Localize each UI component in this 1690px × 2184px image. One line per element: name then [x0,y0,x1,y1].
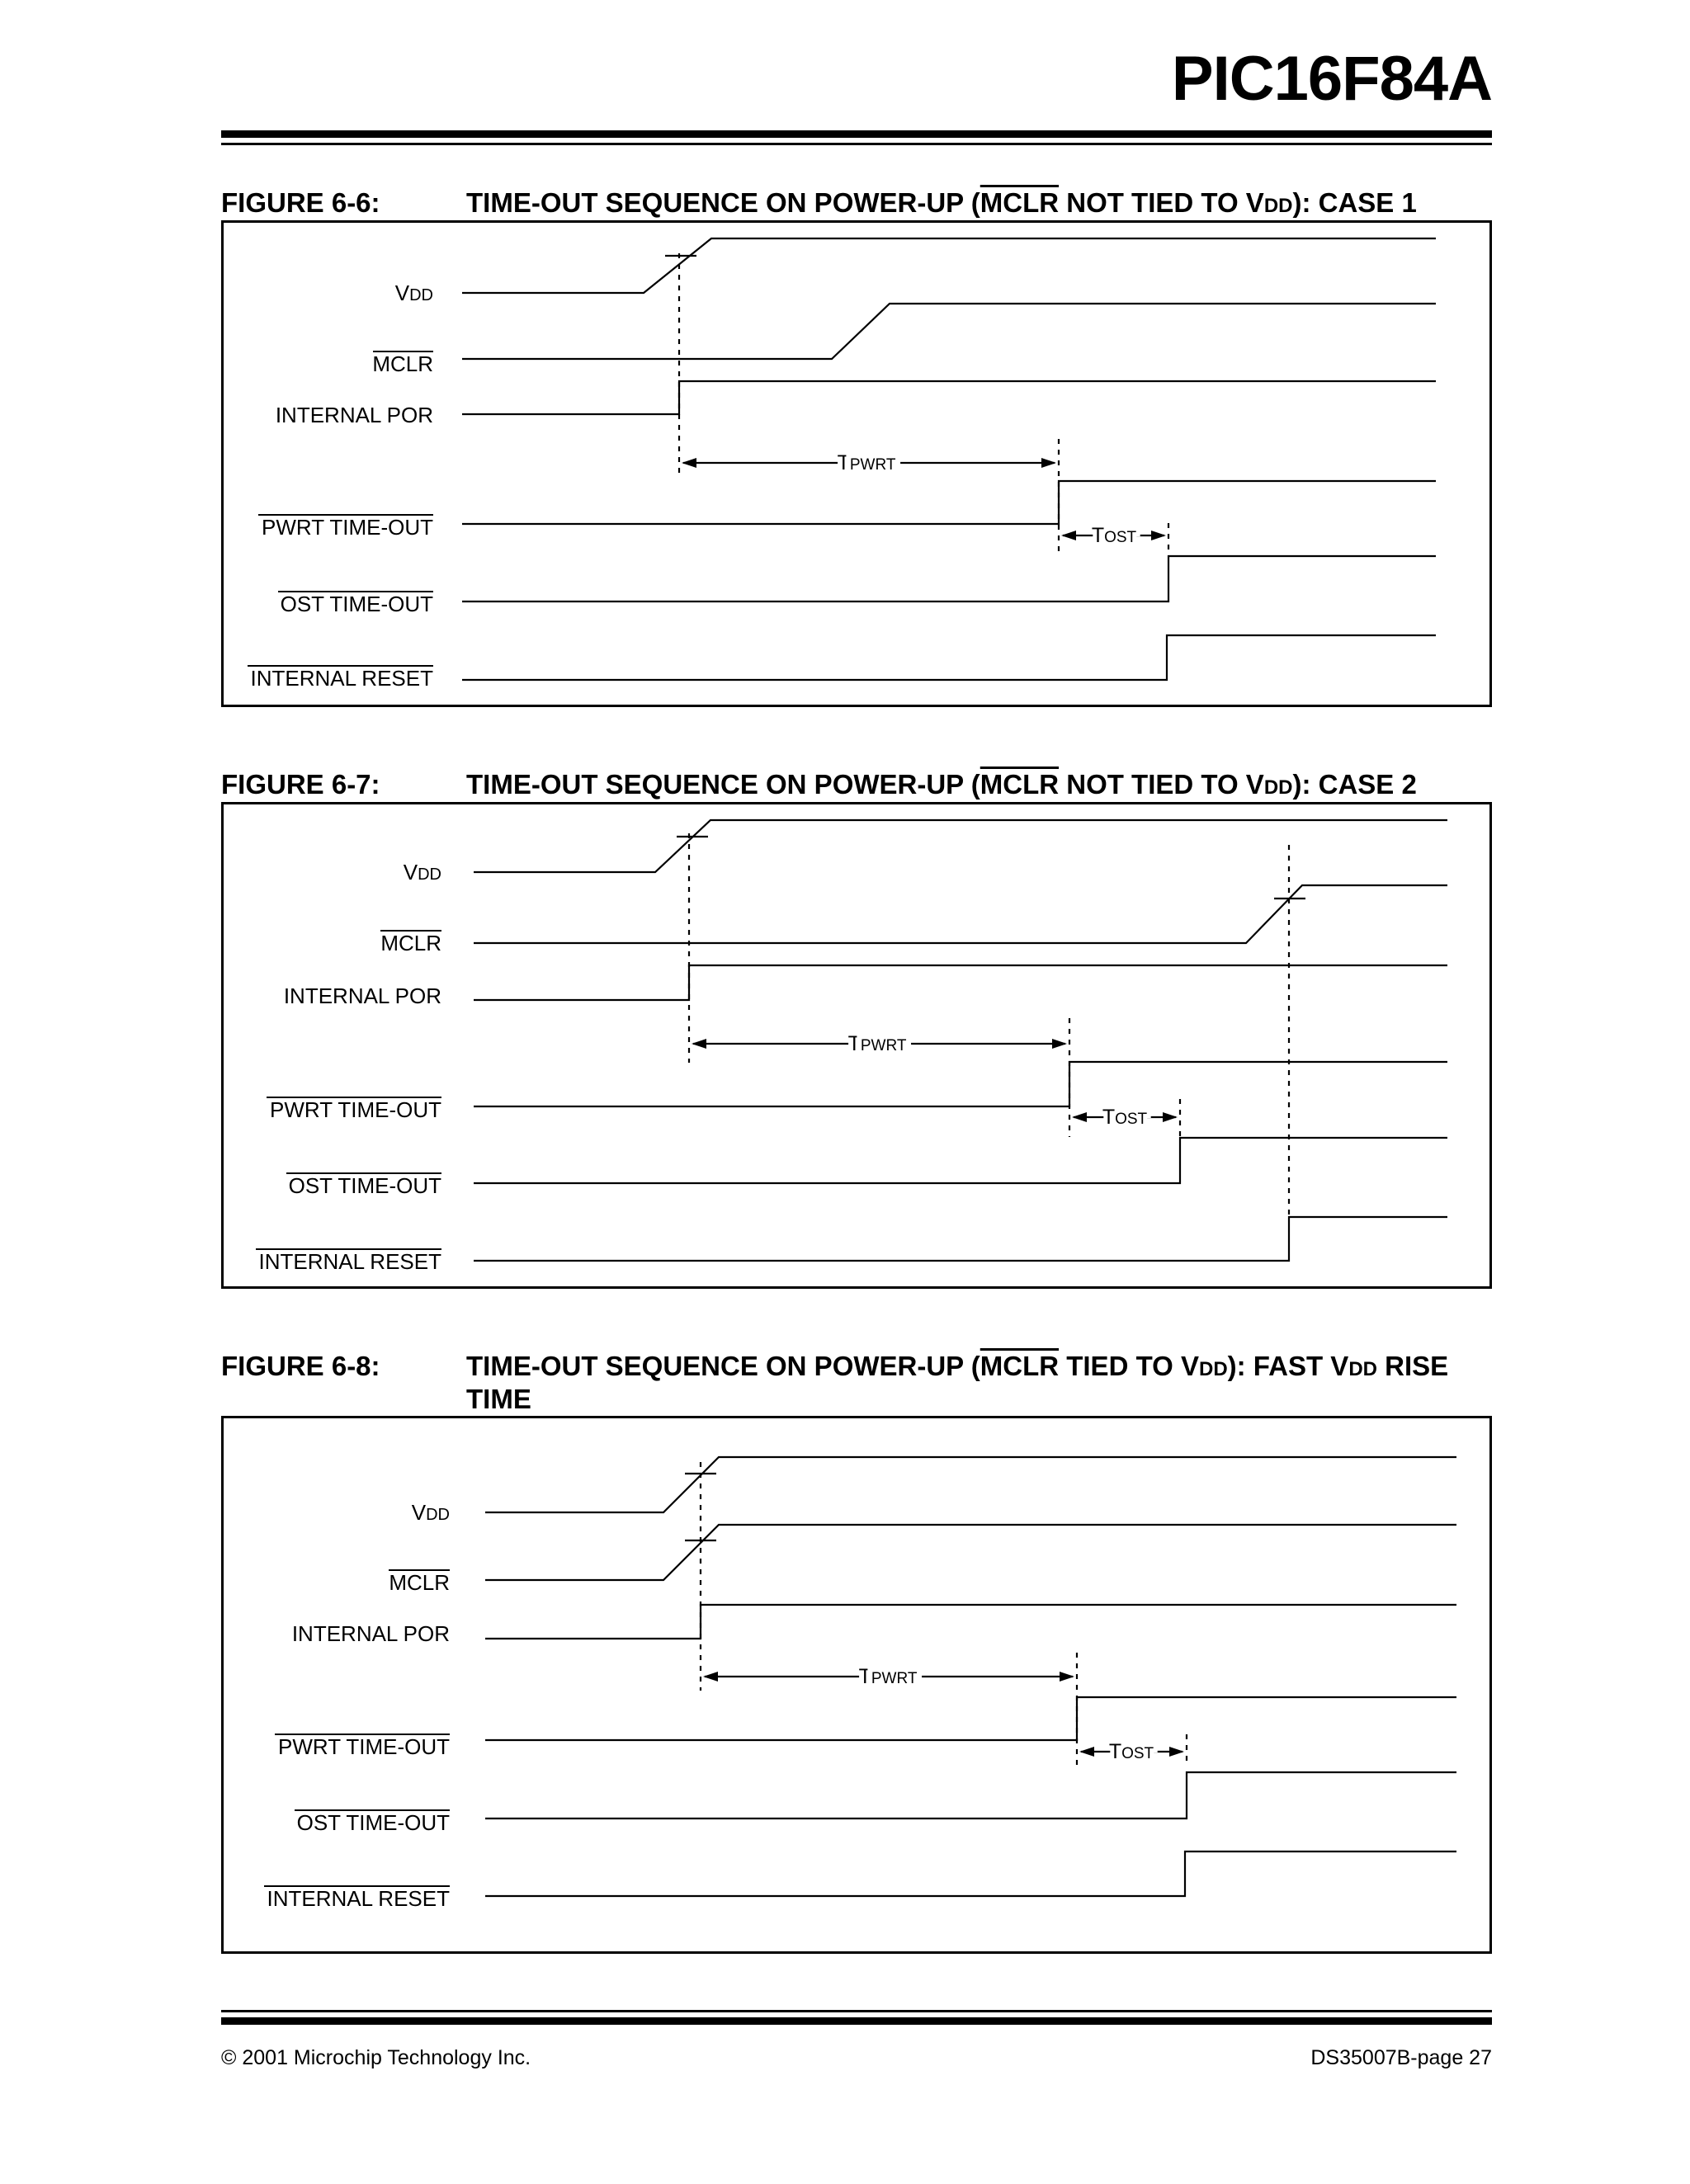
footer-page-number: DS35007B-page 27 [1310,2046,1492,2069]
tost-label: TOST [1108,1740,1154,1763]
vdd-waveform [474,820,1447,872]
signal-label-internal-por: INTERNAL POR [275,403,433,427]
internal-reset-waveform [462,635,1436,680]
internal-reset-waveform [474,1217,1447,1261]
signal-label-ost: OST TIME-OUT [280,592,433,616]
ost-timeout-waveform [462,556,1436,601]
mclr-waveform [474,885,1447,943]
signal-label-mclr: MCLR [389,1570,450,1595]
tost-arrowhead-right [1163,1112,1178,1122]
ost-timeout-waveform [474,1138,1447,1183]
signal-label-internal-por: INTERNAL POR [291,1621,450,1646]
signal-label-pwrt: PWRT TIME-OUT [278,1734,450,1759]
internal-por-waveform [474,965,1447,1000]
tost-label: TOST [1091,524,1137,547]
signal-label-vdd: VDD [411,1500,450,1525]
signal-label-internal-reset: INTERNAL RESET [250,666,433,691]
signal-label-vdd: VDD [403,860,441,884]
vdd-waveform [462,238,1436,293]
signal-label-ost: OST TIME-OUT [296,1810,450,1835]
tost-arrowhead-right [1151,531,1166,540]
tost-arrowhead-left [1072,1112,1087,1122]
tost-arrowhead-right [1169,1747,1184,1757]
figure-number: FIGURE 6-8: [221,1351,380,1381]
pwrt-timeout-waveform [462,481,1436,524]
signal-label-internal-por: INTERNAL POR [283,984,441,1008]
figure-title: TIME-OUT SEQUENCE ON POWER-UP (MCLR TIED TO VDD): FAST VDD RISE TIME [466,1351,1449,1414]
signal-label-pwrt: PWRT TIME-OUT [262,515,433,540]
signal-label-mclr: MCLR [372,351,433,376]
tpwrt-label: TPWRT [837,451,896,474]
tost-arrowhead-left [1079,1747,1094,1757]
figure-number: FIGURE 6-7: [221,769,380,800]
footer-rule-thin [221,2010,1492,2012]
tost-label: TOST [1102,1106,1148,1129]
header-rule-thin [221,143,1492,145]
tost-arrowhead-left [1061,531,1076,540]
mclr-waveform [462,304,1436,359]
timing-diagram [221,1416,1492,1954]
tpwrt-arrowhead-left [682,458,696,468]
internal-reset-waveform [485,1851,1456,1896]
tpwrt-arrowhead-right [1041,458,1056,468]
footer-rule-thick [221,2017,1492,2025]
tpwrt-arrowhead-right [1060,1672,1074,1682]
figure-title: TIME-OUT SEQUENCE ON POWER-UP (MCLR NOT TIED TO VDD): CASE 1 [466,187,1417,218]
footer-copyright: © 2001 Microchip Technology Inc. [221,2046,531,2069]
vdd-waveform [485,1457,1456,1512]
figure-number: FIGURE 6-6: [221,187,380,218]
header-rule-thick [221,130,1492,138]
pwrt-timeout-waveform [485,1697,1456,1740]
signal-label-internal-reset: INTERNAL RESET [267,1886,450,1911]
tpwrt-arrowhead-left [692,1039,706,1049]
tpwrt-arrowhead-left [703,1672,718,1682]
timing-diagram [221,220,1492,707]
internal-por-waveform [462,381,1436,414]
signal-label-ost: OST TIME-OUT [288,1173,441,1198]
internal-por-waveform [485,1605,1456,1639]
signal-label-pwrt: PWRT TIME-OUT [270,1097,441,1122]
signal-label-internal-reset: INTERNAL RESET [258,1249,441,1274]
tpwrt-label: TPWRT [858,1665,918,1688]
ost-timeout-waveform [485,1772,1456,1818]
tpwrt-arrowhead-right [1052,1039,1067,1049]
document-title: PIC16F84A [1171,44,1492,114]
diagram-frame [223,1417,1491,1953]
timing-diagram [221,802,1492,1289]
figure-title: TIME-OUT SEQUENCE ON POWER-UP (MCLR NOT TIED TO VDD): CASE 2 [466,769,1417,800]
pwrt-timeout-waveform [474,1062,1447,1106]
tpwrt-label: TPWRT [847,1032,907,1055]
signal-label-mclr: MCLR [380,931,441,955]
mclr-waveform [485,1525,1456,1580]
signal-label-vdd: VDD [394,281,433,305]
